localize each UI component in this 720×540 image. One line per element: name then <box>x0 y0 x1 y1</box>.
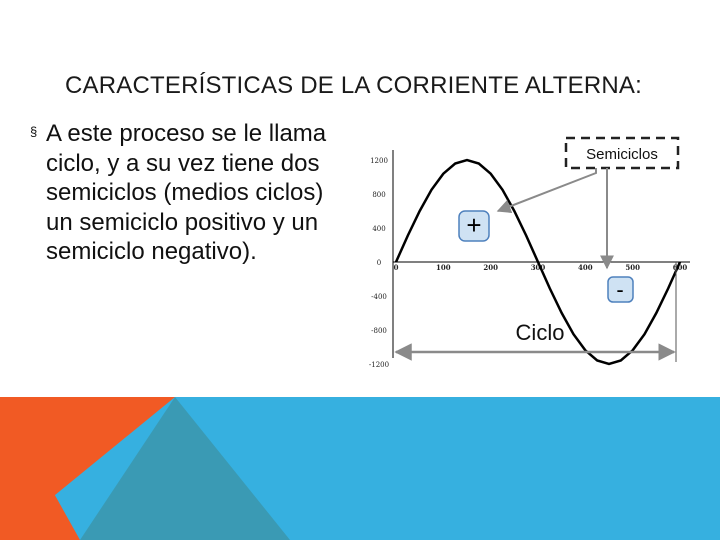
semicycles-label: Semiciclos <box>586 146 658 163</box>
slide-title: CARACTERÍSTICAS DE LA CORRIENTE ALTERNA: <box>65 72 643 99</box>
positive-symbol: + <box>466 210 482 240</box>
bullet-text: A este proceso se le llama ciclo, y a su vez tiene dos semiciclos (medios ciclos) un semiciclo positivo y un semiciclo negativo). <box>46 120 327 265</box>
y-tick-label: -400 <box>371 293 387 301</box>
x-tick-label: 0 <box>393 263 399 272</box>
x-tick-label: 600 <box>672 263 688 272</box>
x-tick-label: 500 <box>625 263 640 272</box>
x-tick-label: 100 <box>436 263 451 272</box>
bullet-marker-icon: § <box>30 124 38 139</box>
cycle-label: Ciclo <box>515 320 565 345</box>
y-tick-label: -800 <box>371 327 387 335</box>
y-tick-label: 800 <box>372 191 386 199</box>
y-tick-label: 1200 <box>370 157 388 165</box>
semicycle-arrow-positive <box>498 168 596 211</box>
x-tick-label: 200 <box>483 263 498 272</box>
y-tick-label: -1200 <box>368 361 390 369</box>
x-tick-label: 300 <box>530 263 546 272</box>
negative-symbol: - <box>616 277 624 302</box>
y-tick-label: 0 <box>376 259 382 267</box>
y-tick-label: 400 <box>372 225 386 233</box>
x-tick-label: 400 <box>578 263 593 272</box>
